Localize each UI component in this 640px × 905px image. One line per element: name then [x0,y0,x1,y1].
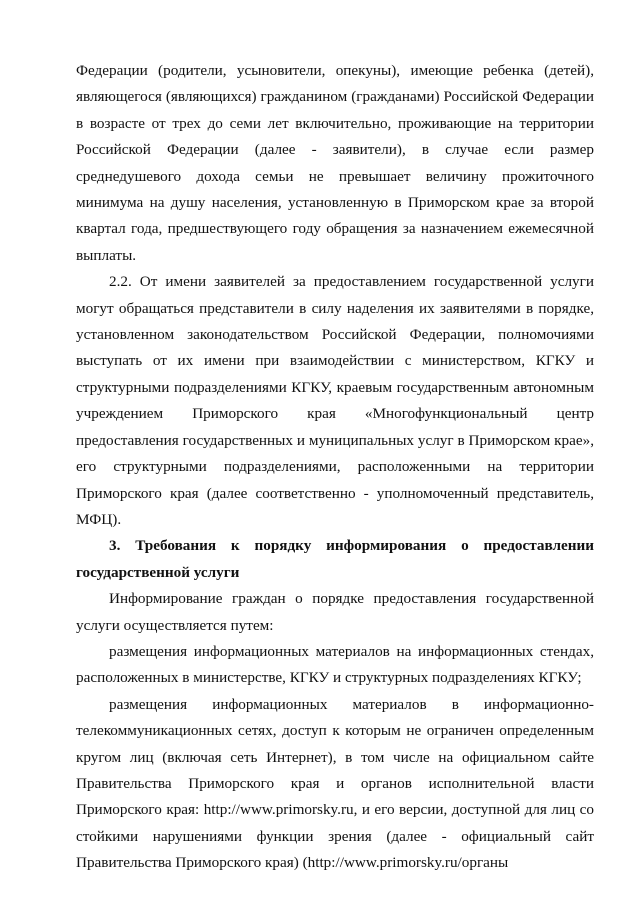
paragraph-informing-stands: размещения информационных материалов на информационных стендах, расположенных в министерстве, КГКУ и структурных подразделениях КГКУ; [76,642,594,687]
paragraph-informing-internet: размещения информационных материалов в информационно-телекоммуникационных сетях, доступ к которым не ограничен определенным кругом лиц (включая сеть Интернет), в том числе на официальном сайте Правительства Приморского края и органов исполнительной власти Приморского края: http://www.primorsky.ru, и его версии, доступной для лиц со стойкими нарушениями функции зрения (далее - официальный сайт Правительства Приморского края) (http://www.primorsky.ru/органы [76,695,594,872]
paragraph-informing-intro: Информирование граждан о порядке предоставления государственной услуги осуществляется путем: [76,590,594,634]
document-page [76,58,594,877]
paragraph-eligibility-continuation: Федерации (родители, усыновители, опекуны), имеющие ребенка (детей), являющегося (являющихся) гражданином (гражданами) Российской Федерации в возрасте от трех до семи лет включительно, проживающие на территории Российской Федерации (далее - заявители), в случае если размер среднедушевого дохода семьи не превышает величину прожиточного минимума на душу населения, установленную в Приморском крае за второй квартал года, предшествующего году обращения за назначением ежемесячной выплаты. [76,62,594,264]
section-3-heading: 3. Требования к порядку информирования о предоставлении государственной услуги [76,537,594,581]
paragraph-2-2-representatives: 2.2. От имени заявителей за предоставлением государственной услуги могут обращаться представители в силу наделения их заявителями в порядке, установленном законодательством Российской Федерации, полномочиями выступать от их имени при взаимодействии с министерством, КГКУ и структурными подразделениями КГКУ, краевым государственным автономным учреждением Приморского края «Многофункциональный центр предоставления государственных и муниципальных услуг в Приморском крае», его структурными подразделениями, расположенными на территории Приморского края (далее соответственно - уполномоченный представитель, МФЦ). [76,273,594,528]
